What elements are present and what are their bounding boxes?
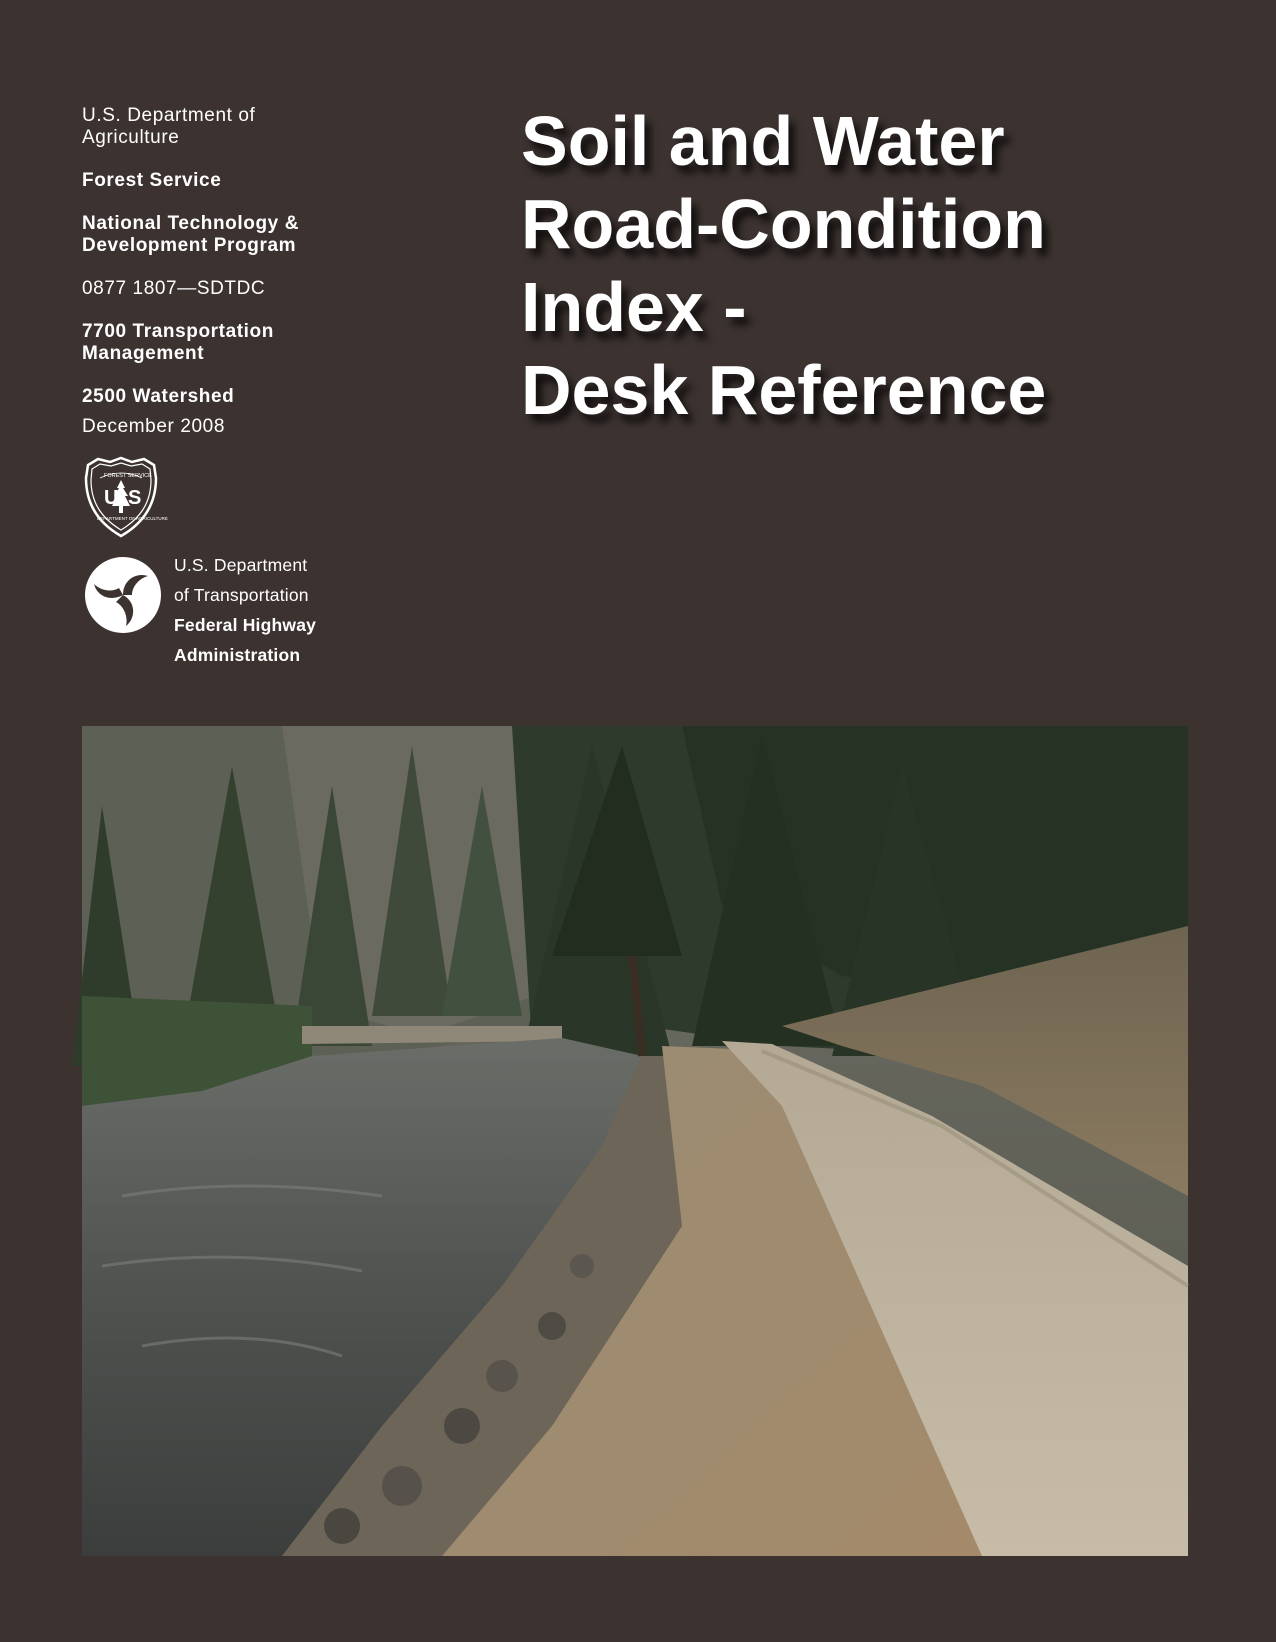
- dot-line-1: U.S. Department: [174, 555, 308, 575]
- title-line-3: Index -: [521, 268, 747, 346]
- publication-code: 0877 1807—SDTDC: [82, 278, 266, 299]
- series-transportation: 7700 Transportation Management: [82, 321, 274, 364]
- forest-service-shield-icon: [82, 456, 168, 538]
- agency-info: [82, 105, 382, 438]
- title-line-2: Road-Condition: [521, 185, 1046, 263]
- service-name: Forest Service: [82, 170, 222, 191]
- dot-line-2: of Transportation: [174, 585, 309, 605]
- title-line-1: Soil and Water: [521, 102, 1005, 180]
- dot-line-3: Federal Highway: [174, 615, 317, 635]
- gravel-road-beside-river-photo: [82, 726, 1188, 1556]
- series-watershed: 2500 Watershed: [82, 386, 235, 407]
- dot-agency-text: [174, 550, 316, 670]
- svg-text:S: S: [128, 487, 142, 509]
- document-title: [521, 100, 1261, 432]
- svg-text:FOREST SERVICE: FOREST SERVICE: [104, 473, 152, 479]
- svg-text:U: U: [104, 487, 119, 509]
- dot-triskelion-icon: [84, 556, 162, 634]
- department-name: U.S. Department of Agriculture: [82, 105, 256, 148]
- dot-line-4: Administration: [174, 645, 301, 665]
- title-line-4: Desk Reference: [521, 351, 1047, 429]
- program-name: National Technology & Development Program: [82, 213, 300, 256]
- svg-text:DEPARTMENT OF AGRICULTURE: DEPARTMENT OF AGRICULTURE: [97, 516, 168, 521]
- publication-date: December 2008: [82, 416, 225, 437]
